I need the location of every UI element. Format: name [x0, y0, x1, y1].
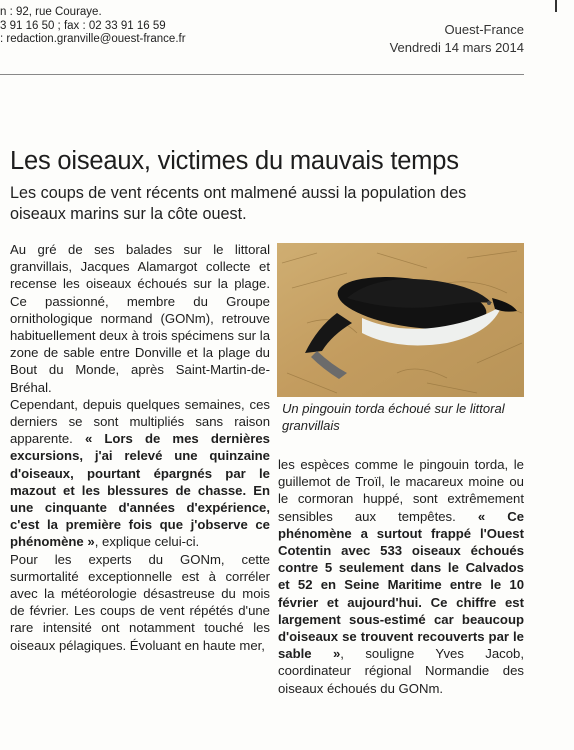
email-line: : redaction.granville@ouest-france.fr [0, 33, 186, 45]
paragraph-2-quote: « Lors de mes dernières excursions, j'ai relevé une quinzaine d'oiseaux, pourtant épargnés par le mazout et les blessures de chasse. En une cinquante d'années d'expérience, c'est la première fois que j'observe ce phénomène » [10, 431, 270, 550]
publication-date: Vendredi 14 mars 2014 [389, 40, 524, 55]
photo-caption: Un pingouin torda échoué sur le littoral granvillais [282, 401, 505, 433]
bird-photo [277, 243, 524, 397]
paragraph-2-text: Cependant, depuis quelques semaines, ces derniers se sont multipliés sans raison apparente. [10, 396, 270, 447]
paragraph-1: Au gré de ses balades sur le littoral granvillais, Jacques Alamargot collecte et recense les oiseaux échoués sur la plage. Ce passionné, membre du Groupe ornithologique normand (GONm), retrouve habituellement deux à trois spécimens sur la zone de sable entre Donville et la plage du Bout du Monde, après Saint-Martin-de-Bréhal. [10, 242, 270, 395]
publication-info [390, 21, 524, 57]
phone-line: 3 91 16 50 ; fax : 02 33 91 16 59 [0, 19, 166, 32]
left-column [10, 241, 270, 654]
address-line: n : 92, rue Couraye. [0, 6, 102, 18]
paragraph-2-attribution: , explique celui-ci. [94, 534, 200, 550]
publication-name: Ouest-France [444, 22, 524, 37]
article-title: Les oiseaux, victimes du mauvais temps [10, 147, 459, 175]
paragraph-2 [10, 396, 270, 551]
article-subtitle: Les coups de vent récents ont malmené aussi la population des oiseaux marins sur la côte ouest. [10, 184, 467, 223]
razorbill-image [277, 243, 524, 397]
header-rule [0, 74, 524, 75]
right-column [278, 456, 524, 697]
contact-info [0, 6, 186, 47]
paragraph-3: Pour les experts du GONm, cette surmortalité exceptionnelle est à corréler avec la météorologie désastreuse du mois de février. Les coups de vent répétés d'une rare intensité ont notamment touché les oiseaux pélagiques. Évoluant en haute mer, [10, 551, 270, 653]
paragraph-4-text: les espèces comme le pingouin torda, le guillemot de Troïl, le macareux moine ou le cormoran huppé, sont extrêmement sensibles aux tempêtes. [278, 457, 524, 524]
paragraph-4-quote: « Ce phénomène a surtout frappé l'Ouest Cotentin avec 533 oiseaux échoués contre 5 seulement dans le Calvados et 52 en Seine Maritime entre le 10 février et aujourd'hui. Ce chiffre est largement sous-estimé car beaucoup d'oiseaux se trouvent recouverts par le sable » [278, 508, 525, 662]
paragraph-4 [278, 456, 524, 697]
scan-edge-mark [555, 0, 557, 12]
paragraph-4-attribution: , souligne Yves Jacob, coordinateur régional Normandie des oiseaux échoués du GONm. [278, 646, 524, 696]
